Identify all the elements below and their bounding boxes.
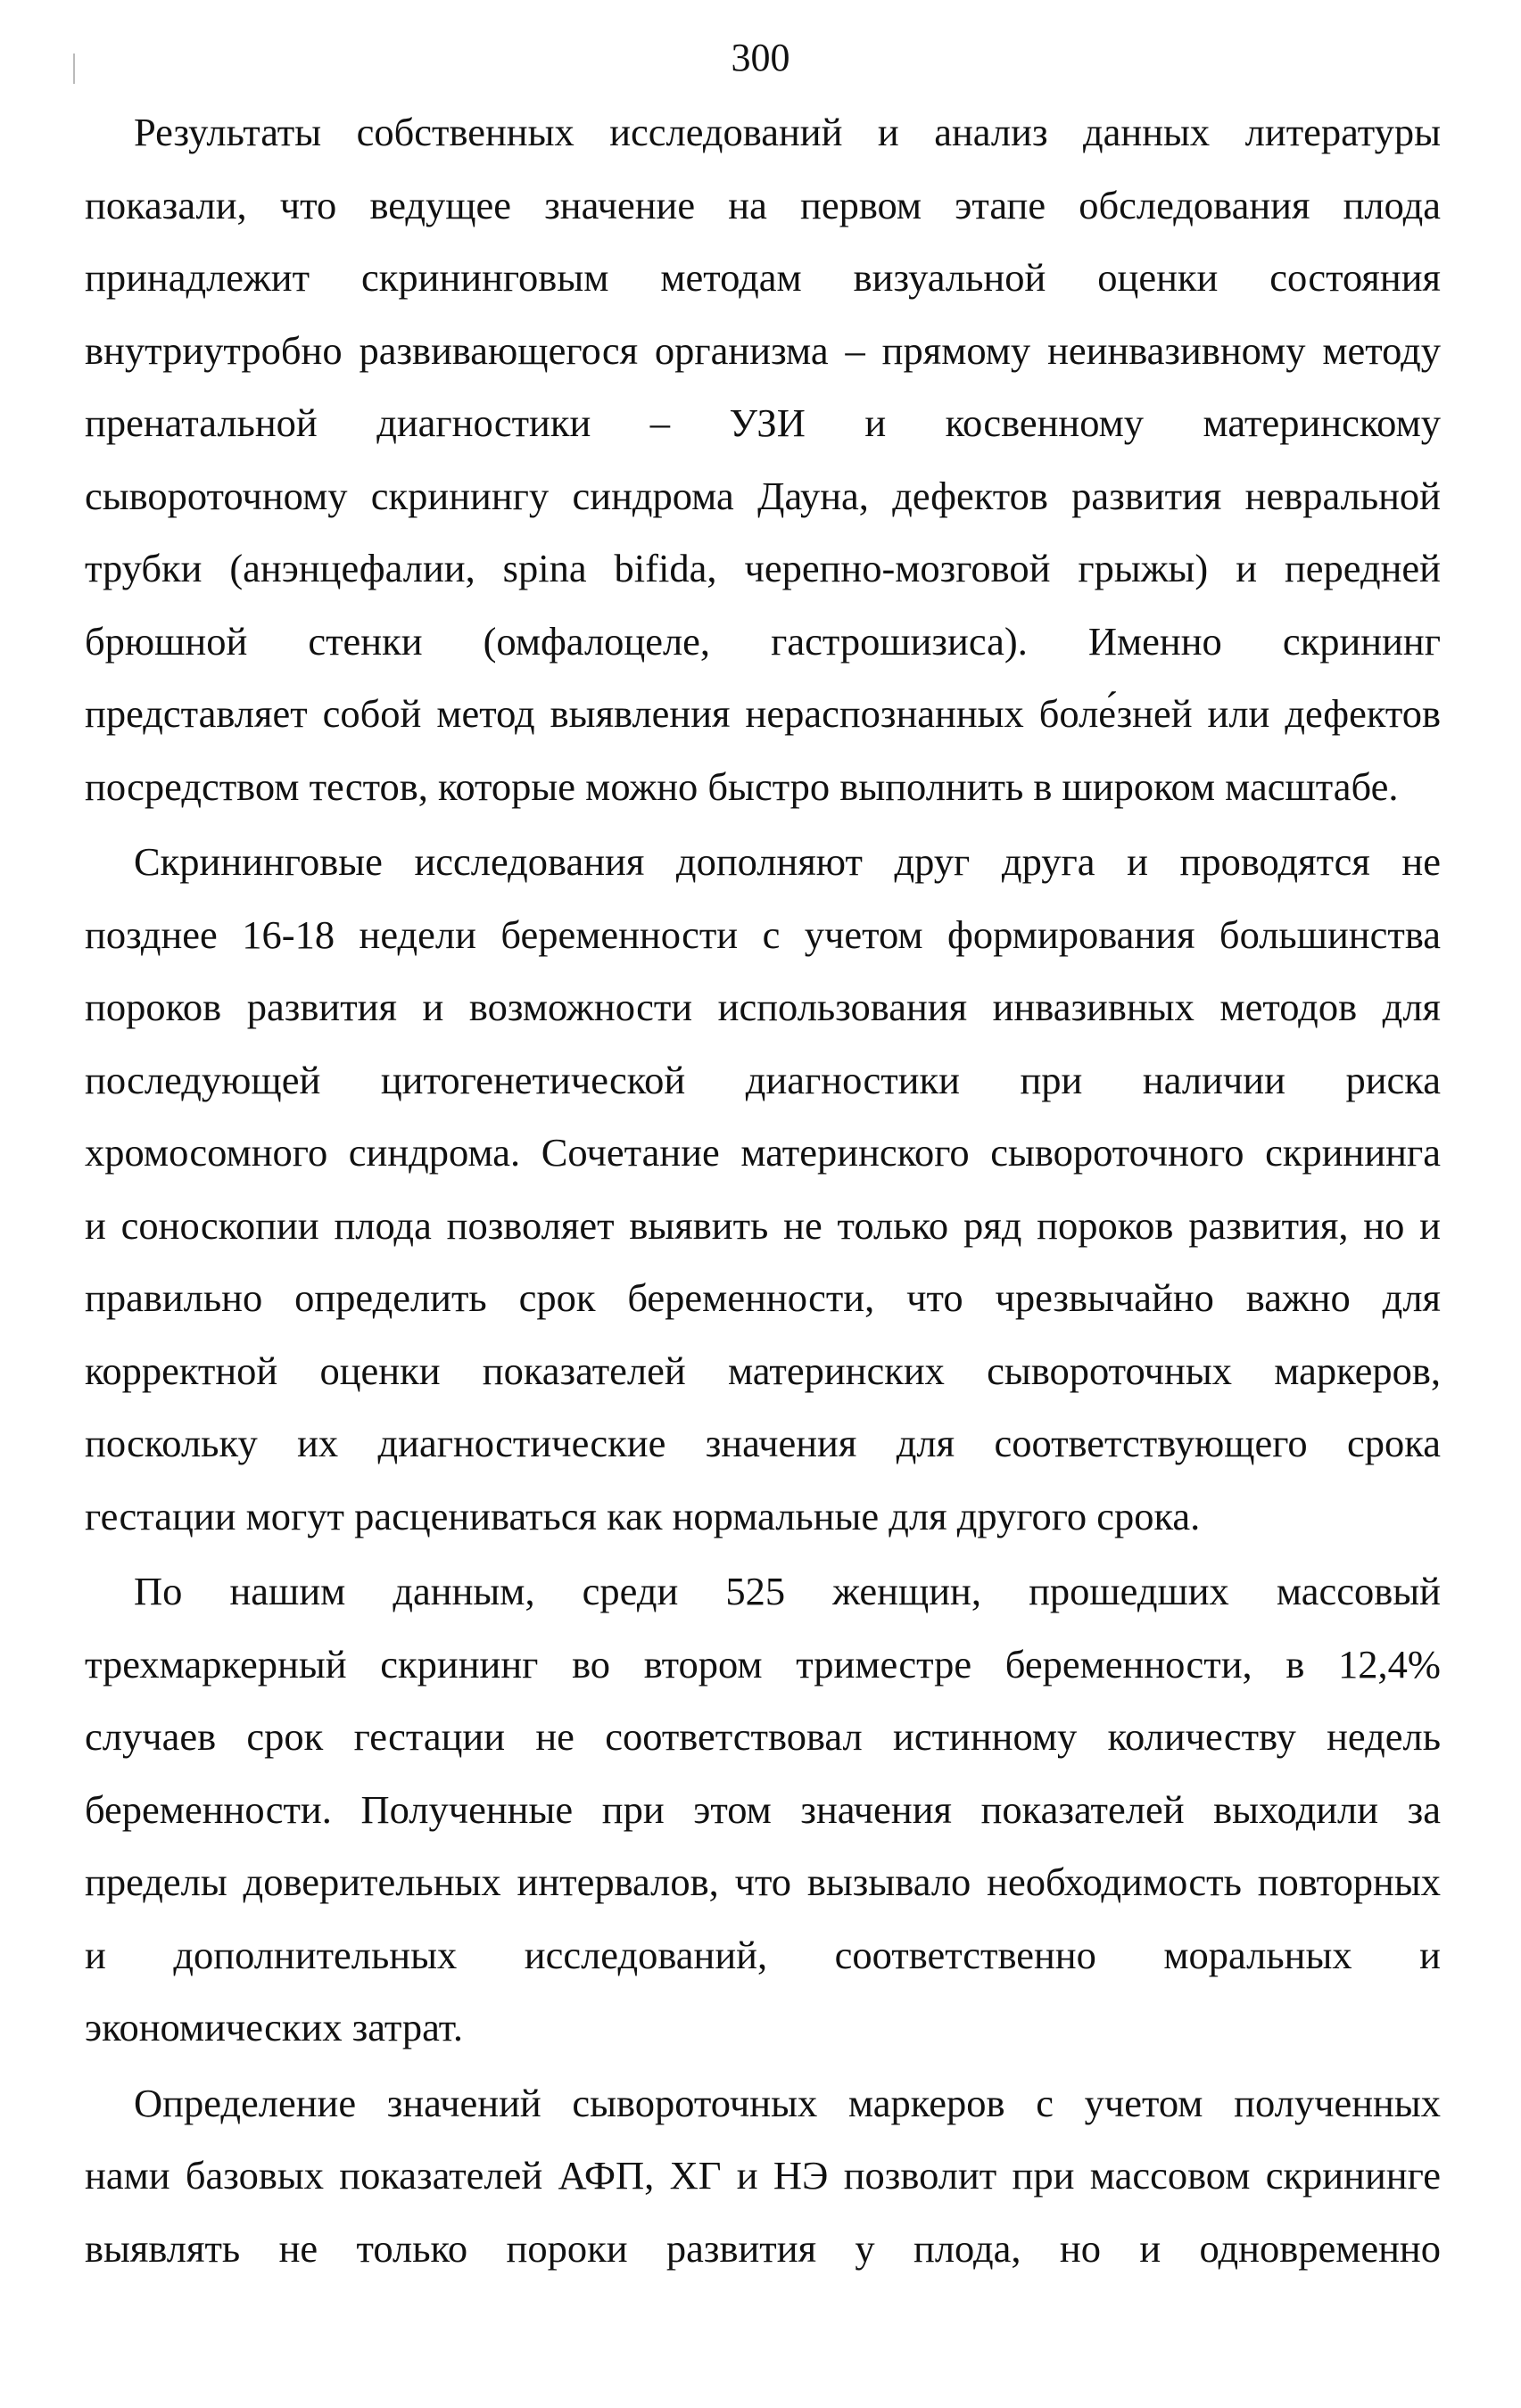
text-line: Определение значений сывороточных маркеров с учетом полученных [134, 2080, 1441, 2125]
text-line: По нашим данным, среди 525 женщин, прошедших массовый [134, 1569, 1441, 1613]
text-line: брюшной стенки (омфалоцеле, гастрошизиса). Именно скрининг [85, 618, 1441, 664]
text-line: корректной оценки показателей материнских сывороточных маркеров, [85, 1348, 1441, 1393]
text-line: беременности. Полученные при этом значения показателей выходили за [85, 1786, 1441, 1832]
text-line: посредством тестов, которые можно быстро выполнить в широком масштабе. [85, 763, 1399, 809]
text-line: Скрининговые исследования дополняют друг друга и проводятся не [134, 839, 1441, 884]
text-line: нами базовых показателей АФП, ХГ и НЭ позволит при массовом скрининге [85, 2153, 1441, 2198]
text-line: и дополнительных исследований, соответственно моральных и [85, 1932, 1441, 1977]
text-line: позднее 16-18 недели беременности с учетом формирования большинства [85, 911, 1441, 957]
text-line: трубки (анэнцефалии, spina bifida, черепно-мозговой грыжы) и передней [85, 546, 1441, 590]
text-line: случаев срок гестации не соответствовал истинному количеству недель [85, 1714, 1441, 1759]
paragraph-1 [85, 96, 1441, 823]
text-line: представляет собой метод выявления нераспознанных боле́зней или дефектов [85, 691, 1441, 736]
text-line: принадлежит скрининговым методам визуальной оценки состояния [85, 255, 1441, 300]
paragraph-4 [85, 2067, 1441, 2286]
text-line: последующей цитогенетической диагностики при наличии риска [85, 1057, 1441, 1102]
text-line: правильно определить срок беременности, что чрезвычайно важно для [85, 1275, 1441, 1320]
text-line: Результаты собственных исследований и анализ данных литературы [134, 110, 1441, 154]
text-line: хромосомного синдрома. Сочетание материнского сывороточного скрининга [85, 1130, 1441, 1175]
text-line: пренатальной диагностики – УЗИ и косвенному материнскому [85, 400, 1441, 445]
paragraph-3 [85, 1555, 1441, 2065]
text-line: экономических затрат. [85, 2005, 463, 2049]
text-line: сывороточному скринингу синдрома Дауна, дефектов развития невральной [85, 473, 1441, 518]
text-line: трехмаркерный скрининг во втором триместре беременности, в 12,4% [85, 1641, 1441, 1686]
text-line: выявлять не только пороки развития у плода, но и одновременно [85, 2225, 1441, 2271]
text-line: поскольку их диагностические значения для соответствующего срока [85, 1421, 1441, 1465]
page-number: 300 [731, 36, 790, 79]
text-line: гестации могут расцениваться как нормальные для другого срока. [85, 1493, 1201, 1538]
paragraph-2 [85, 826, 1441, 1553]
text-line: показали, что ведущее значение на первом этапе обследования плода [85, 182, 1441, 227]
text-line: и соноскопии плода позволяет выявить не только ряд пороков развития, но и [85, 1202, 1441, 1248]
text-line: внутриутробно развивающегося организма – прямому неинвазивному методу [85, 327, 1441, 373]
text-line: пределы доверительных интервалов, что вызывало необходимость повторных [85, 1860, 1441, 1904]
text-line: пороков развития и возможности использования инвазивных методов для [85, 985, 1441, 1029]
body-text [85, 96, 1441, 2288]
